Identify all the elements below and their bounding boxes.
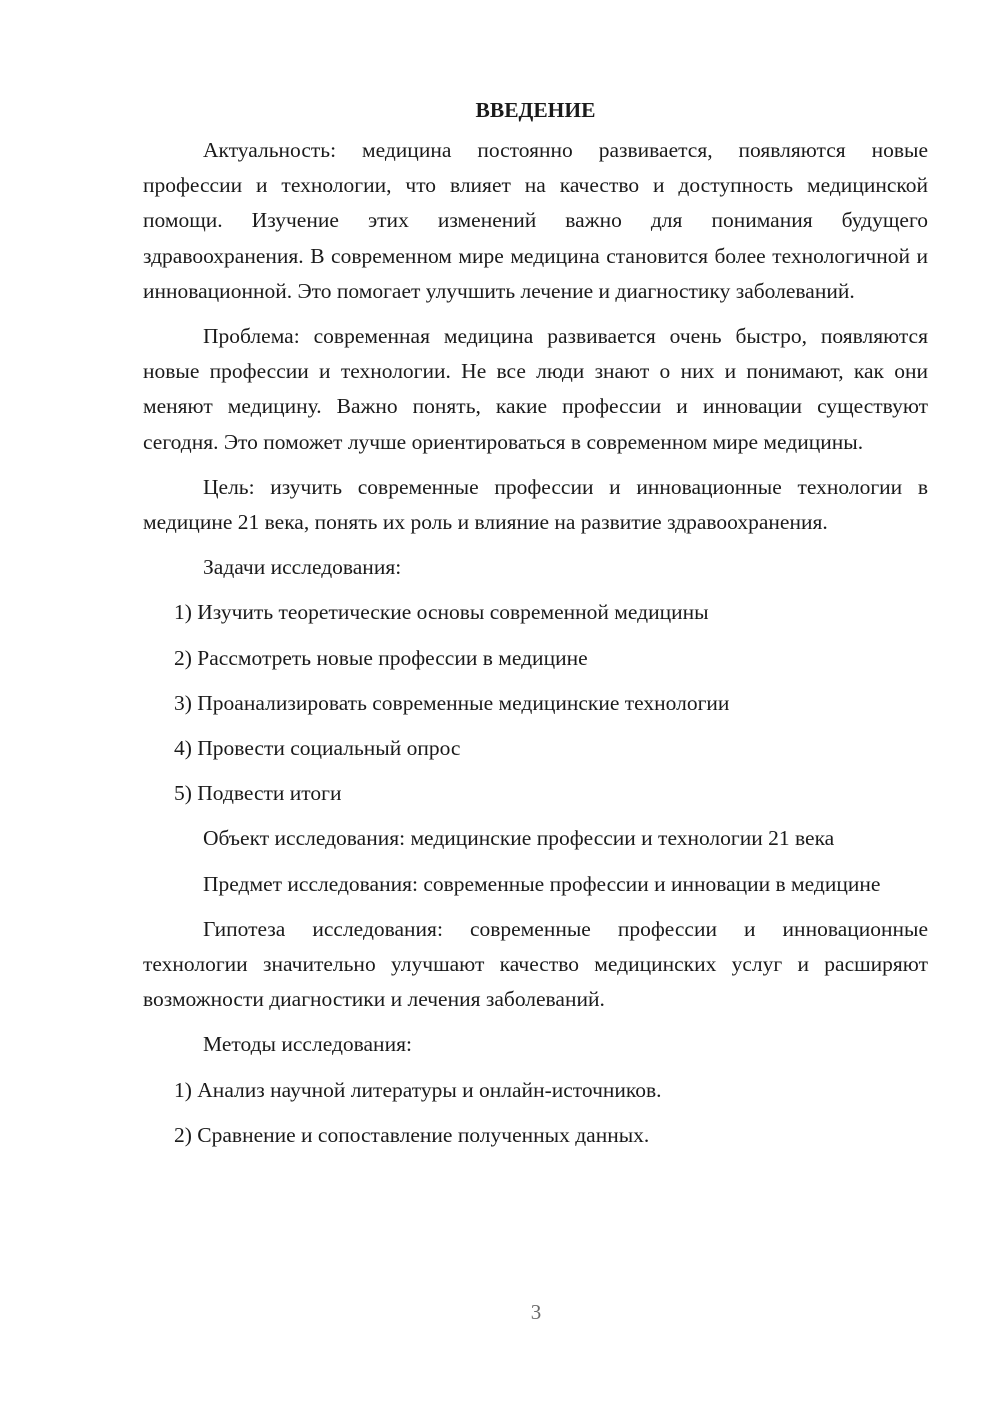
subject-paragraph: Предмет исследования: современные профессии и инновации в медицине: [203, 871, 881, 896]
relevance-paragraph: Актуальность: медицина постоянно развивается, появляются новые профессии и технологии, что влияет на качество и доступность медицинской помощи. Изучение этих изменений важно для понимания будущего здравоохранения. В современном мире медицина становится более технологичной и инновационной. Это помогает улучшить лечение и диагностику заболеваний.: [143, 138, 928, 303]
object-paragraph: Объект исследования: медицинские профессии и технологии 21 века: [203, 826, 835, 851]
page-number: 3: [530, 1300, 542, 1324]
list-item: 2) Рассмотреть новые профессии в медицине: [174, 645, 588, 670]
tasks-list: [143, 595, 928, 811]
list-item: 1) Изучить теоретические основы современной медицины: [174, 600, 709, 625]
goal-paragraph: Цель: изучить современные профессии и инновационные технологии в медицине 21 века, понять их роль и влияние на развитие здравоохранения.: [143, 474, 928, 535]
list-item: 5) Подвести итоги: [174, 781, 342, 806]
problem-paragraph: Проблема: современная медицина развивается очень быстро, появляются новые профессии и технологии. Не все люди знают о них и понимают, как они меняют медицину. Важно понять, какие профессии и инновации существуют сегодня. Это поможет лучше ориентироваться в современном мире медицины.: [143, 324, 928, 454]
document-page: [143, 92, 928, 1163]
list-item: 1) Анализ научной литературы и онлайн-источников.: [174, 1077, 662, 1102]
page-title: ВВЕДЕНИЕ: [475, 98, 596, 122]
methods-heading: Методы исследования:: [203, 1032, 412, 1057]
list-item: 2) Сравнение и сопоставление полученных данных.: [174, 1122, 650, 1147]
hypothesis-paragraph: Гипотеза исследования: современные профессии и инновационные технологии значительно улучшают качество медицинских услуг и расширяют возможности диагностики и лечения заболеваний.: [143, 916, 928, 1012]
methods-list: [143, 1073, 928, 1153]
list-item: 4) Провести социальный опрос: [174, 736, 461, 761]
tasks-heading: Задачи исследования:: [203, 555, 402, 580]
list-item: 3) Проанализировать современные медицинские технологии: [174, 690, 730, 715]
